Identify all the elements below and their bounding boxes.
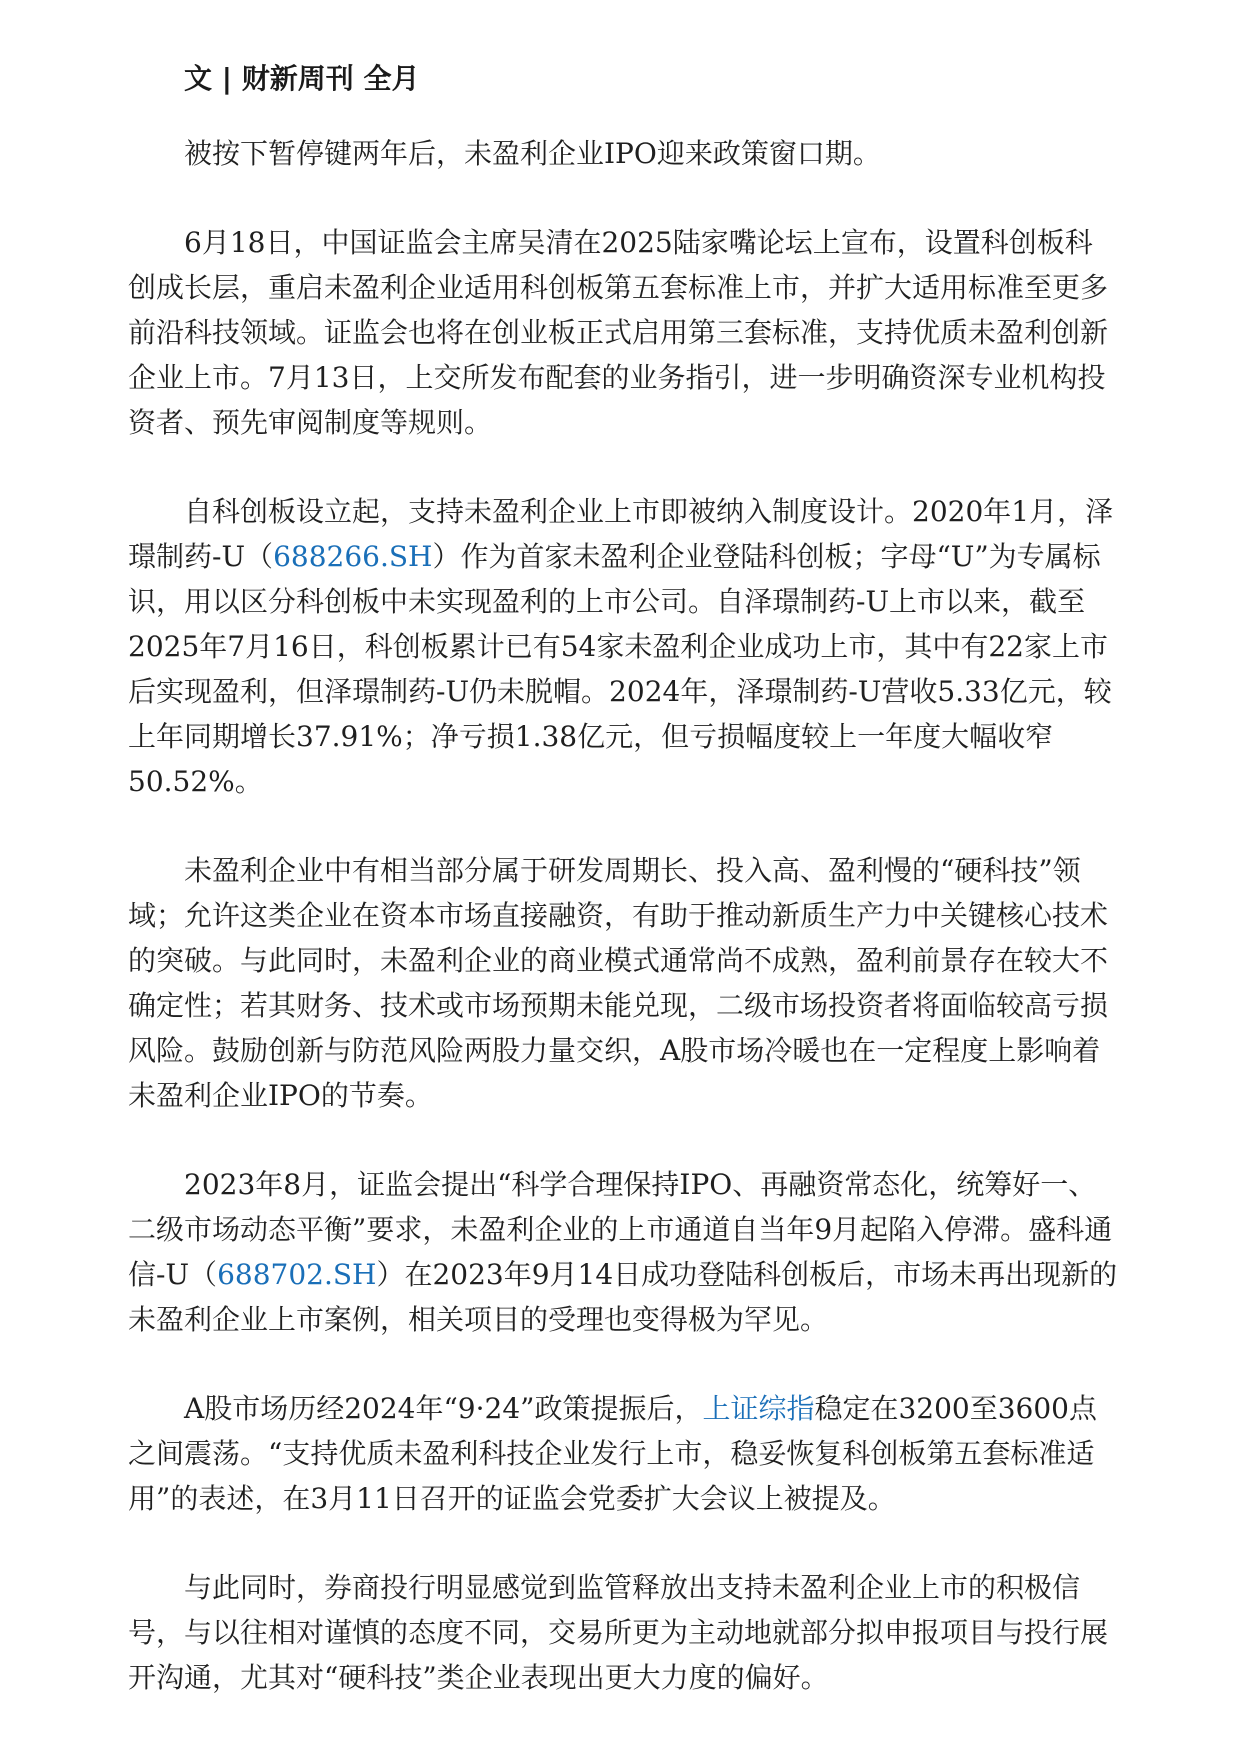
stock-link-688702[interactable]: 688702.SH [217, 1258, 377, 1291]
paragraph-5-text-before: 2023年8月，证监会提出“科学合理保持IPO、再融资常态化，统筹好一、二级市场动态平衡”要求，未盈利企业的上市通道自当年9月起陷入停滞。盛科通信-U（ [128, 1168, 1113, 1291]
paragraph-6-text-before: A股市场历经2024年“9·24”政策提振后， [184, 1392, 703, 1425]
article-body [128, 56, 1118, 1744]
paragraph-2: 6月18日，中国证监会主席吴清在2025陆家嘴论坛上宣布，设置科创板科创成长层，重启未盈利企业适用科创板第五套标准上市，并扩大适用标准至更多前沿科技领域。证监会也将在创业板正式启用第三套标准，支持优质未盈利创新企业上市。7月13日，上交所发布配套的业务指引，进一步明确资深专业机构投资者、预先审阅制度等规则。 [128, 226, 1109, 439]
paragraph-3-text-before: 自科创板设立起，支持未盈利企业上市即被纳入制度设计。2020年1月，泽璟制药-U（ [128, 495, 1114, 573]
paragraph-6-text-after: 稳定在3200至3600点之间震荡。“支持优质未盈利科技企业发行上市，稳妥恢复科创板第五套标准适用”的表述，在3月11日召开的证监会党委扩大会议上被提及。 [128, 1392, 1097, 1515]
paragraph-3 [128, 489, 1118, 804]
article-byline: 文 | 财新周刊 全月 [184, 62, 420, 95]
stock-link-688266[interactable]: 688266.SH [273, 540, 433, 573]
index-link-shanghai-composite[interactable]: 上证综指 [702, 1392, 815, 1425]
paragraph-6 [128, 1386, 1118, 1521]
paragraph-5-text-after: ）在2023年9月14日成功登陆科创板后，市场未再出现新的未盈利企业上市案例，相关项目的受理也变得极为罕见。 [128, 1258, 1118, 1336]
paragraph-4: 未盈利企业中有相当部分属于研发周期长、投入高、盈利慢的“硬科技”领域；允许这类企业在资本市场直接融资，有助于推动新质生产力中关键核心技术的突破。与此同时，未盈利企业的商业模式通常尚不成熟，盈利前景存在较大不确定性；若其财务、技术或市场预期未能兑现，二级市场投资者将面临较高亏损风险。鼓励创新与防范风险两股力量交织，A股市场冷暖也在一定程度上影响着未盈利企业IPO的节奏。 [128, 854, 1109, 1112]
paragraph-7: 与此同时，券商投行明显感觉到监管释放出支持未盈利企业上市的积极信号，与以往相对谨慎的态度不同，交易所更为主动地就部分拟申报项目与投行展开沟通，尤其对“硬科技”类企业表现出更大力度的偏好。 [128, 1571, 1109, 1694]
paragraph-5 [128, 1162, 1118, 1342]
paragraph-1: 被按下暂停键两年后，未盈利企业IPO迎来政策窗口期。 [184, 137, 881, 170]
paragraph-3-text-after: ）作为首家未盈利企业登陆科创板；字母“U”为专属标识，用以区分科创板中未实现盈利的上市公司。自泽璟制药-U上市以来，截至2025年7月16日，科创板累计已有54家未盈利企业成功上市，其中有22家上市后实现盈利，但泽璟制药-U仍未脱帽。2024年，泽璟制药-U营收5.33亿元，较上年同期增长37.91%；净亏损1.38亿元，但亏损幅度较上一年度大幅收窄50.52%。 [128, 540, 1112, 798]
